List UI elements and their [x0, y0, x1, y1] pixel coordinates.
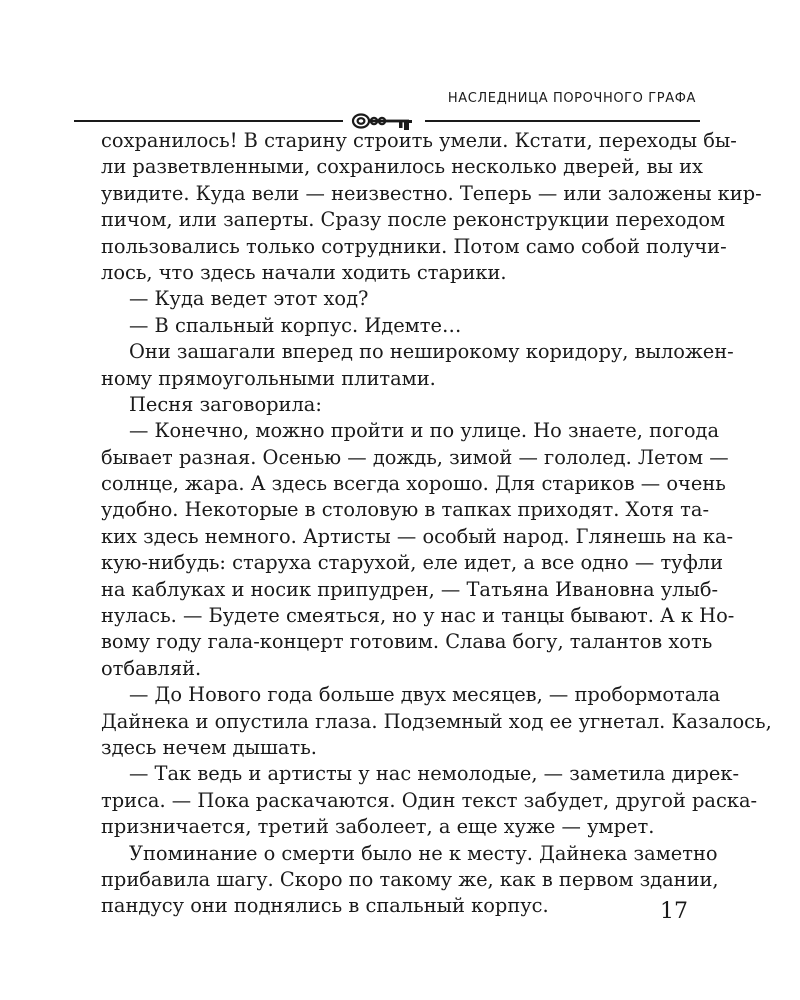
text-line: Дайнека и опустила глаза. Подземный ход ее угнетал. Казалось,: [101, 709, 772, 733]
text-line: прибавила шагу. Скоро по такому же, как в первом здании,: [101, 867, 719, 891]
page-number: 17: [660, 899, 688, 924]
text-line: Песня заговорила:: [129, 392, 322, 416]
text-line: — В спальный корпус. Идемте…: [129, 313, 462, 337]
text-line: пандусу они поднялись в спальный корпус.: [101, 894, 549, 918]
text-line: триса. — Пока раскачаются. Один текст забудет, другой раска-: [101, 788, 758, 812]
text-line: — Так ведь и артисты у нас немолодые, — заметила дирек-: [129, 762, 740, 786]
text-line: вому году гала-концерт готовим. Слава богу, талантов хоть: [101, 630, 713, 654]
text-line: Упоминание о смерти было не к месту. Дайнека заметно: [129, 841, 718, 865]
text-line: лось, что здесь начали ходить старики.: [101, 260, 507, 284]
text-line: ли разветвленными, сохранилось несколько дверей, вы их: [101, 155, 703, 179]
text-line: пичом, или заперты. Сразу после реконструкции переходом: [101, 208, 726, 232]
running-head-title: НАСЛЕДНИЦА ПОРОЧНОГО ГРАФА: [447, 91, 696, 106]
text-line: Они зашагали вперед по неширокому коридору, выложен-: [129, 340, 734, 364]
text-line: — Куда ведет этот ход?: [129, 287, 369, 311]
text-line: отбавляй.: [101, 656, 202, 680]
text-line: бывает разная. Осенью — дождь, зимой — гололед. Летом —: [101, 445, 729, 469]
body-text: [101, 128, 772, 920]
text-line: нулась. — Будете смеяться, но у нас и танцы бывают. А к Но-: [101, 604, 735, 628]
text-line: здесь нечем дышать.: [101, 735, 317, 759]
text-line: солнце, жара. А здесь всегда хорошо. Для стариков — очень: [101, 472, 726, 496]
text-line: призничается, третий заболеет, а еще хуже — умрет.: [101, 815, 655, 839]
text-line: сохранилось! В старину строить умели. Кстати, переходы бы-: [101, 129, 737, 152]
text-line: на каблуках и носик припудрен, — Татьяна Ивановна улыб-: [101, 577, 719, 601]
text-line: пользовались только сотрудники. Потом само собой получи-: [101, 234, 727, 258]
text-line: увидите. Куда вели — неизвестно. Теперь — или заложены кир-: [101, 181, 762, 205]
text-line: кую-нибудь: старуха старухой, еле идет, а все одно — туфли: [101, 551, 723, 575]
text-line: удобно. Некоторые в столовую в тапках приходят. Хотя та-: [101, 498, 710, 522]
text-line: — Конечно, можно пройти и по улице. Но знаете, погода: [129, 419, 720, 443]
text-line: ких здесь немного. Артисты — особый народ. Глянешь на ка-: [101, 524, 734, 548]
text-line: — До Нового года больше двух месяцев, — пробормотала: [129, 683, 721, 707]
text-line: ному прямоугольными плитами.: [101, 366, 436, 390]
